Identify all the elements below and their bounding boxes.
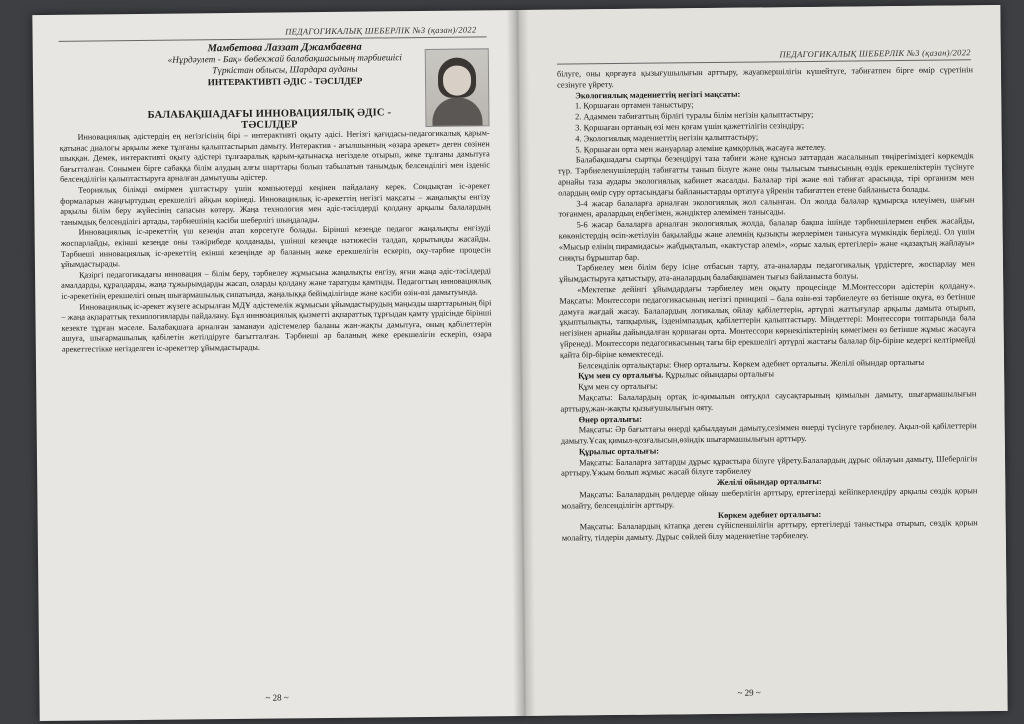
article-body [60, 128, 492, 355]
center-goal: Мақсаты: Балалардың кітапқа деген сүйіспеншілігін арттыру, ертегілерді таныстыра отырып, сөздік қорын молайту, тілдерін дамыту. Дұрыс сөйлей білу мәдениетіне тәрбиелеу. [561, 518, 978, 543]
center-goal: Мақсаты: Балалардың ортақ іс-қимылын ояту,қол саусақтарының қимылын дамыту, шығармашылығын арттыру,жан-жақты қызығушылығын ояту. [560, 389, 977, 414]
page-number: ~ 29 ~ [737, 687, 761, 698]
header-rule [59, 36, 487, 41]
author-name: Мамбетова Лаззат Джамбаевна [207, 41, 362, 55]
center-line: Құм мен су орталығы: [578, 381, 658, 392]
magazine-spread [32, 5, 1007, 721]
article-subtitle: ИНТЕРАКТИВТІ ӘДІС - ТӘСІЛДЕР [207, 75, 363, 88]
author-info: «Нұрдәулет - Бақ» бөбекжай балабақшасының тәрбиешісі Түркістан облысы, Шардара ауданы [167, 52, 402, 76]
running-head: ПЕДАГОГИКАЛЫҚ ШЕБЕРЛІК №3 (қазан)/2022 [285, 24, 477, 37]
center-goal: Мақсаты: Әр бағыттағы өнерді қабылдауын дамыту,сезіммен өнерді түсінуге тәрбиелеу. Ақыл-ой қабілеттерін дамыту.Ұсақ қимыл-қозғалысын,өзіндік шығармашылығын арттыру. [560, 421, 977, 446]
paragraph: «Мектепке дейінгі ұйымдардағы тәрбиелеу мен оқыту процесінде М.Монтессори әдістерін қолдану». Мақсаты: Монтессори педагогикасының негізгі принципі – бала өзін-өзі тәрбиелеуге өз бетінше оқуға, өз бетінше дамуға жағдай жасау. Балалардың логикалық ойлау қабілеттерін, әртүрлі жаттығулар арқылы дамыта отырып, ұқыптылықты, тапқырлық, ізденімпаздық қабілеттерін қалыптастыру. Міндеттері: Монтессори топтарында бала негізінен арнайы дайындалған қоршаған орта. Монтессори көрнекіліктерінің көмегімен өз бетінше жұмыс жасауға үйренеді. Монтессори педагогикасының тағы бір ерекшелігі әртүрлі жастағы балалар бір-біріне кедергі келтірмейді қайта бір-біріне көмектеседі. [559, 281, 976, 360]
right-page [516, 5, 1007, 716]
page-number: ~ 28 ~ [265, 692, 289, 703]
paragraph: Балабақшадағы сыртқы безендіруі таза табиғи және құнсыз заттардан жасалынып төңірегіміздегі көркемдік түр. Тәрбиеленушілердің табиғатты танып білуге және оны тылысым тынысының өздік ерекшеліктерін түсінуге арнайы таза аудары экологиялық кабинет жасалды. Балалар тірі және өлі табиғат арасында, тірі организм мен олардың өмір сүру ортасындағы байланыстарды ортатуға үйренін табиғаттен етене байланыста болады. [557, 151, 975, 198]
photo-face [443, 65, 471, 95]
list-item: 5. Қоршаған орта мен жануарлар әлеміне қамқорлық жасауға жетелеу. [584, 141, 974, 156]
eco-goals-list [557, 98, 974, 156]
intro-paragraph: білуге, оны қорғауға қызығушылығын арттыру, жауапкершілігін күшейтуге, табиғатпен бірге өмір сүретінін сезінуге үйрету. [556, 65, 974, 90]
author-photo [425, 48, 490, 127]
paragraph: Белсенділік орталықтары: Өнер орталығы. Көркем әдебиет орталығы. Желілі ойындар орталығы [577, 357, 925, 370]
running-head: ПЕДАГОГИКАЛЫҚ ШЕБЕРЛІК №3 (қазан)/2022 [779, 47, 971, 60]
left-page [32, 10, 523, 721]
center-heading: Өнер орталығы: [578, 414, 643, 424]
list-item: 2. Адаммен табиғаттың бірлігі туралы білім негізін қалыптастыру; [583, 108, 973, 123]
article-body-continued [557, 65, 978, 544]
center-heading: Желілі ойындар орталығы: [716, 477, 822, 488]
center-heading: Құм мен су орталығы. Құрылыс ойындары орталығы [578, 369, 775, 381]
center-heading: Көркем әдебиет орталығы: [717, 509, 822, 520]
list-item: 3. Қоршаған ортаның өзі мен қоғам үшін қажеттілігін сезіндіру; [583, 119, 973, 134]
author-block [151, 41, 419, 89]
list-item: 4. Экологиялық мәдениеттің негізін қалыптастыру; [584, 130, 974, 145]
center-goal: Мақсаты: Балалардың рөлдерде ойнау шеберлігін арттыру, ертегілерді кейіпкерлендіру арқылы сөздік қорын молайту, белсенділігін арттыру. [561, 486, 978, 511]
paragraph: 3-4 жасар балаларға арналған экологиялық жол салынған. Ол жолда балалар құмырсқа илеуімен, шағын тоғанмен, аралардың еңбегімен, жәндіктер әлемімен танысады. [558, 194, 975, 219]
eco-heading: Экологиялық мәдениеттің негізгі мақсаты: [575, 89, 741, 101]
paragraph: Тәрбиелеу мен білім беру ісіне отбасын тарту, ата-аналарды педагогикалық үрдістерге, жоспарлау мен ұйымдастыруға қатыстыру, ата-аналардың балабақшамен тығыз байланыста болуы. [559, 259, 976, 284]
article-title: БАЛАБАҚШАДАҒЫ ИННОВАЦИЯЛЫҚ ӘДІС - ТӘСІЛДЕР [147, 107, 392, 131]
paragraph: Инновациялық әдістердің ең негізгісінің бірі – интерактивті оқыту әдісі. Негізгі қағидасы-педагогикалық қарым-қатынас диалогы арқылы жеке тұлғаны қалыптастырып дамыту. Интерактив - ағылшынның «өзара әрекет» деген сөзінен шыққан. Демек, интерактивті оқыту әдістері тұлғааралық қарым-қатынасқа негізделе отырып, жеке тұлғаны дамытуға бағытталған. Сонымен бірге сабаққа білім алудың алғы шарттары болып табылатын танымдық белсенділігі мен ізденіс белсенділігін қалыптастыруға арналған дамытушы әдістер. [59, 128, 490, 185]
paragraph: Қазіргі педагогикадағы инновация – білім беру, тәрбиелеу жұмысына жаңалықты енгізу, яғни жаңа әдіс-тәсілдерді амалдарды, құралдарды, жаңа тұжырымдарды жасап, оларды қолдану және таратуды қамтиды. Педагогтың инновациялық іс-әрекетінің ерекшелігі оның шығармашылық сипатында, жаңалыққа бейімділігінде және кәсіби өзін-өзі дамытуында. [61, 266, 492, 301]
paragraph: Инновациялық іс-әрекет жүзеге асырылған МДҰ әдістемелік жұмысын ұйымдастырудың маңызды шарттарының бірі – жаңа ақпараттық технологияларды пайдалану. Бұл иннвоациялық қызметті ақпараттық тұрғыдан қамту үрдісінде бірінші кезекте тұрған мәселе. Балабақшаға арналған заманауи әдістемелер баланы жан-жақты дамытуға, оның қабілеттерін ашуға, шығармашылық қабілетін жетілдіруге бағытталған. Тәрбиеші әр баланың жеке ерекшелігін ескеріп, өзара әрекеттестікке негізделген іс-әрекеттер ұйымдастырады. [61, 297, 492, 354]
paragraph: Инновациялық іс-әрекеттің үш кезеңін атап көрсетуге болады. Бірінші кезеңде педагог жаңалықты енгізуді жоспарлайды, екінші кезеңде оны тәжірибеде қолданады, үшінші кезеңде нәтижесін талдап, қорытынды жасайды. Тәрбиеші инновациялық іс-әрекеттің екінші кезеңінде әр баланың жеке ерекшелігін ескеріп, оқу-тәрбие процесін ұйымдастырады. [60, 223, 491, 269]
center-heading: Құрылыс орталығы: [578, 446, 660, 457]
center-goal: Мақсаты: Балаларға заттарды дұрыс құрастыра білуге үйрету.Балалардың дұрыс ойлауын дамыту, Шеберлігін арттыру.Ұжым болып жұмыс жасай білуге тәрбиелеу [561, 453, 978, 479]
header-rule [557, 59, 971, 64]
paragraph: 5-6 жасар балаларға арналған экологиялық жолда, балалар бақша ішінде тәрбиешілермен еңбек жасайды, көкөністердің өсіп-жетілуін бақылайды және әлемнің қызықты жерлерімен танысуға мүмкіндік беріледі. Ол үшін «Мысыр елінің пирамидасы» жабдықталып, «кактустар әлемі», «орыс халық ертегілері» және «қазақтың жайлауы» сияқты бұрыштар бар. [558, 216, 975, 263]
list-item: 1. Қоршаған ортамен таныстыру; [583, 98, 973, 113]
paragraph: Теориялық білімді өмірмен ұштастыру үшін компьютерді кеңінен пайдалану керек. Сондықтан іс-әрекет формаларын жаңғыртудың ерекшелігі айқын көрінеді. Инновациялық іс-әрекеттің негізгі мақсаты – жаңалықты енгізу арқылы білім беру жүйесінің сапасын көтеру. Жаңа технология мен әдіс-тәсілдерді қолдану арқылы балалардың танымдық белсенділігі артады, тәрбиешінің кәсіби шеберлігі шыңдалады. [60, 181, 491, 227]
photo-body [432, 97, 482, 126]
